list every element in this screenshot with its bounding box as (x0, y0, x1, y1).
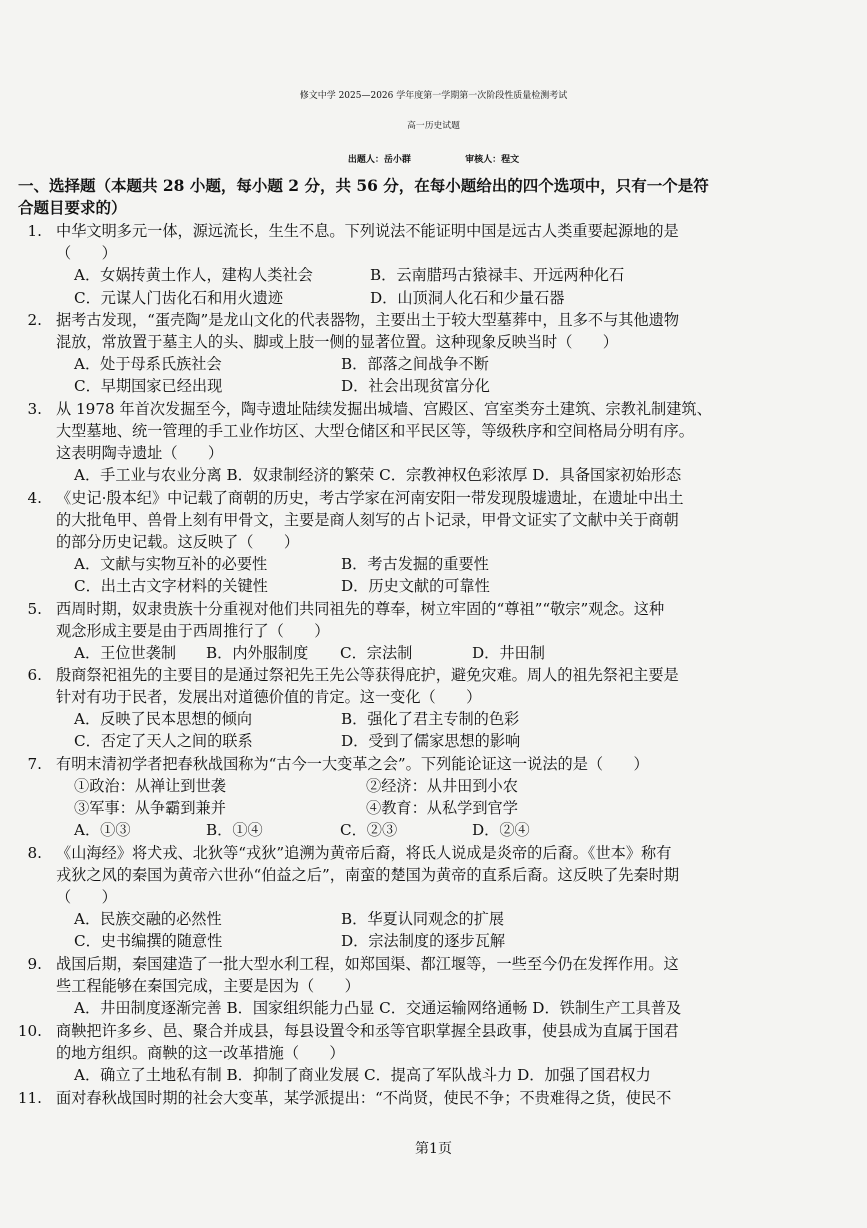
question-number: 7. (27, 755, 42, 773)
option-b: B．部落之间战争不断 (341, 355, 489, 373)
question-text: 战国后期，秦国建造了一批大型水利工程，如郑国渠、都江堰等，一些至今仍在发挥作用。这 (56, 955, 679, 973)
question-text: 殷商祭祀祖先的主要目的是通过祭祀先王先公等获得庇护，避免灾难。周人的祖先祭祀主要是 (56, 666, 679, 684)
subject-title: 高一历史试题 (407, 121, 460, 131)
question-10-line2: 的地方组织。商鞅的这一改革措施（ ） (56, 1044, 345, 1062)
option-d: D．宗法制度的逐步瓦解 (341, 932, 506, 950)
option-b: B．考古发掘的重要性 (341, 555, 489, 573)
option-c: C．元谋人门齿化石和用火遗迹 (74, 289, 284, 307)
option-d: D．井田制 (472, 644, 545, 662)
option-a: A．处于母系氏族社会 (74, 355, 222, 373)
option-c: C．早期国家已经出现 (74, 377, 223, 395)
option-a: A．民族交融的必然性 (74, 910, 222, 928)
question-2-line1 (8, 310, 679, 330)
question-2-line2: 混放，常放置于墓主人的头、脚或上肢一侧的显著位置。这种现象反映当时（ ） (56, 333, 618, 351)
question-3-line3: 这表明陶寺遗址（ ） (56, 444, 224, 462)
option-a: A．反映了民本思想的倾向 (74, 710, 253, 728)
question-4-line2: 的大批龟甲、兽骨上刻有甲骨文，主要是商人刻写的占卜记录，甲骨文证实了文献中关于商朝 (56, 511, 679, 529)
option-c: C．②③ (340, 821, 398, 839)
question-text: 面对春秋战国时期的社会大变革，某学派提出：“不尚贤，使民不争；不贵难得之货，使民不 (56, 1089, 672, 1107)
question-number: 6. (27, 666, 42, 684)
options-row: A．井田制度逐渐完善 B．国家组织能力凸显 C．交通运输网络通畅 D．铁制生产工具普及 (74, 999, 682, 1017)
question-text: 中华文明多元一体，源远流长，生生不息。下列说法不能证明中国是远古人类重要起源地的是 (56, 222, 679, 240)
statement-3: ③军事：从争霸到兼并 (74, 799, 226, 817)
question-number: 8. (27, 844, 42, 862)
question-1-line2: （ ） (56, 244, 117, 262)
option-d: D．社会出现贫富分化 (341, 377, 490, 395)
option-d: D．受到了儒家思想的影响 (341, 732, 521, 750)
statement-1: ①政治：从禅让到世袭 (74, 777, 226, 795)
question-3-line2: 大型墓地、统一管理的手工业作坊区、大型仓储区和平民区等，等级秩序和空间格局分明有序。 (56, 422, 694, 440)
option-b: B．云南腊玛古猿禄丰、开远两种化石 (370, 266, 625, 284)
option-d: D．历史文献的可靠性 (341, 577, 490, 595)
option-b: B．强化了君主专制的色彩 (341, 710, 520, 728)
option-b: B．内外服制度 (206, 644, 309, 662)
question-3-line1 (8, 399, 712, 419)
statement-2: ②经济：从井田到小农 (366, 777, 518, 795)
staff-line (0, 152, 867, 165)
question-7-line1 (8, 754, 649, 774)
question-text: 据考古发现，“蛋壳陶”是龙山文化的代表器物，主要出土于较大型墓葬中，且多不与其他遗物 (56, 311, 680, 329)
option-a: A．王位世袭制 (74, 644, 177, 662)
statement-4: ④教育：从私学到官学 (366, 799, 518, 817)
question-8-line3: （ ） (56, 888, 117, 906)
school-exam-title: 修文中学 2025—2026 学年度第一学期第一次阶段性质量检测考试 (299, 91, 568, 101)
question-number: 5. (27, 600, 42, 618)
question-4-line1 (8, 488, 684, 508)
option-b: B．①④ (206, 821, 263, 839)
question-5-line1 (8, 599, 664, 619)
question-number: 9. (27, 955, 42, 973)
question-number: 4. (27, 489, 42, 507)
question-6-line2: 针对有功于民者，发展出对道德价值的肯定。这一变化（ ） (56, 688, 482, 706)
reviewer-label: 审核人：程文 (465, 155, 520, 165)
section-heading-line1: 一、选择题（本题共 28 小题，每小题 2 分，共 56 分，在每小题给出的四个选项中，只有一个是符 (18, 176, 709, 195)
question-9-line1 (8, 954, 679, 974)
option-a: A．①③ (74, 821, 131, 839)
question-text: 《山海经》将犬戎、北狄等“戎狄”追溯为黄帝后裔，将氐人说成是炎帝的后裔。《世本》称有 (56, 844, 672, 862)
question-6-line1 (8, 665, 679, 685)
question-text: 商鞅把许多乡、邑、聚合并成县，每县设置令和丞等官职掌握全县政事，使县成为直属于国君 (56, 1022, 679, 1040)
setter-label: 出题人：岳小群 (347, 155, 411, 165)
option-d: D．山顶洞人化石和少量石器 (370, 289, 565, 307)
page-number: 第1页 (415, 1141, 452, 1157)
question-text: 有明末清初学者把春秋战国称为“古今一大变革之会”。下列能论证这一说法的是（ ） (56, 755, 649, 773)
question-5-line2: 观念形成主要是由于西周推行了（ ） (56, 622, 330, 640)
option-c: C．否定了天人之间的联系 (74, 732, 253, 750)
question-text: 西周时期，奴隶贵族十分重视对他们共同祖先的尊奉，树立牢固的“尊祖”“敬宗”观念。这种 (56, 600, 665, 618)
question-text: 从 1978 年首次发掘至今，陶寺遗址陆续发掘出城墙、宫殿区、宫室类夯土建筑、宗教礼制建筑、 (56, 400, 712, 418)
question-4-line3: 的部分历史记载。这反映了（ ） (56, 533, 299, 551)
question-10-line1 (8, 1021, 679, 1041)
option-c: C．史书编撰的随意性 (74, 932, 223, 950)
question-8-line2: 戎狄之风的秦国为黄帝六世孙“伯益之后”，南蛮的楚国为黄帝的直系后裔。这反映了先秦时期 (56, 866, 680, 884)
option-c: C．出土古文字材料的关键性 (74, 577, 268, 595)
question-number: 1. (27, 222, 42, 240)
question-11-line1 (8, 1088, 671, 1108)
option-a: A．女娲抟黄土作人，建构人类社会 (74, 266, 313, 284)
options-row: A．确立了土地私有制 B．抑制了商业发展 C．提高了军队战斗力 D．加强了国君权力 (74, 1066, 651, 1084)
question-1-line1 (8, 221, 679, 241)
question-number: 2. (27, 311, 42, 329)
options-row: A．手工业与农业分离 B．奴隶制经济的繁荣 C．宗教神权色彩浓厚 D．具备国家初始形态 (74, 466, 682, 484)
section-heading-line2: 合题目要求的） (18, 198, 127, 217)
question-9-line2: 些工程能够在秦国完成，主要是因为（ ） (56, 977, 360, 995)
option-b: B．华夏认同观念的扩展 (341, 910, 505, 928)
option-c: C．宗法制 (340, 644, 413, 662)
question-text: 《史记·殷本纪》中记载了商朝的历史，考古学家在河南安阳一带发现殷墟遗址，在遗址中出土 (56, 489, 684, 507)
question-number: 10. (17, 1022, 42, 1040)
question-number: 3. (27, 400, 42, 418)
question-number: 11. (17, 1089, 42, 1107)
option-a: A．文献与实物互补的必要性 (74, 555, 268, 573)
option-d: D．②④ (472, 821, 530, 839)
question-8-line1 (8, 843, 671, 863)
